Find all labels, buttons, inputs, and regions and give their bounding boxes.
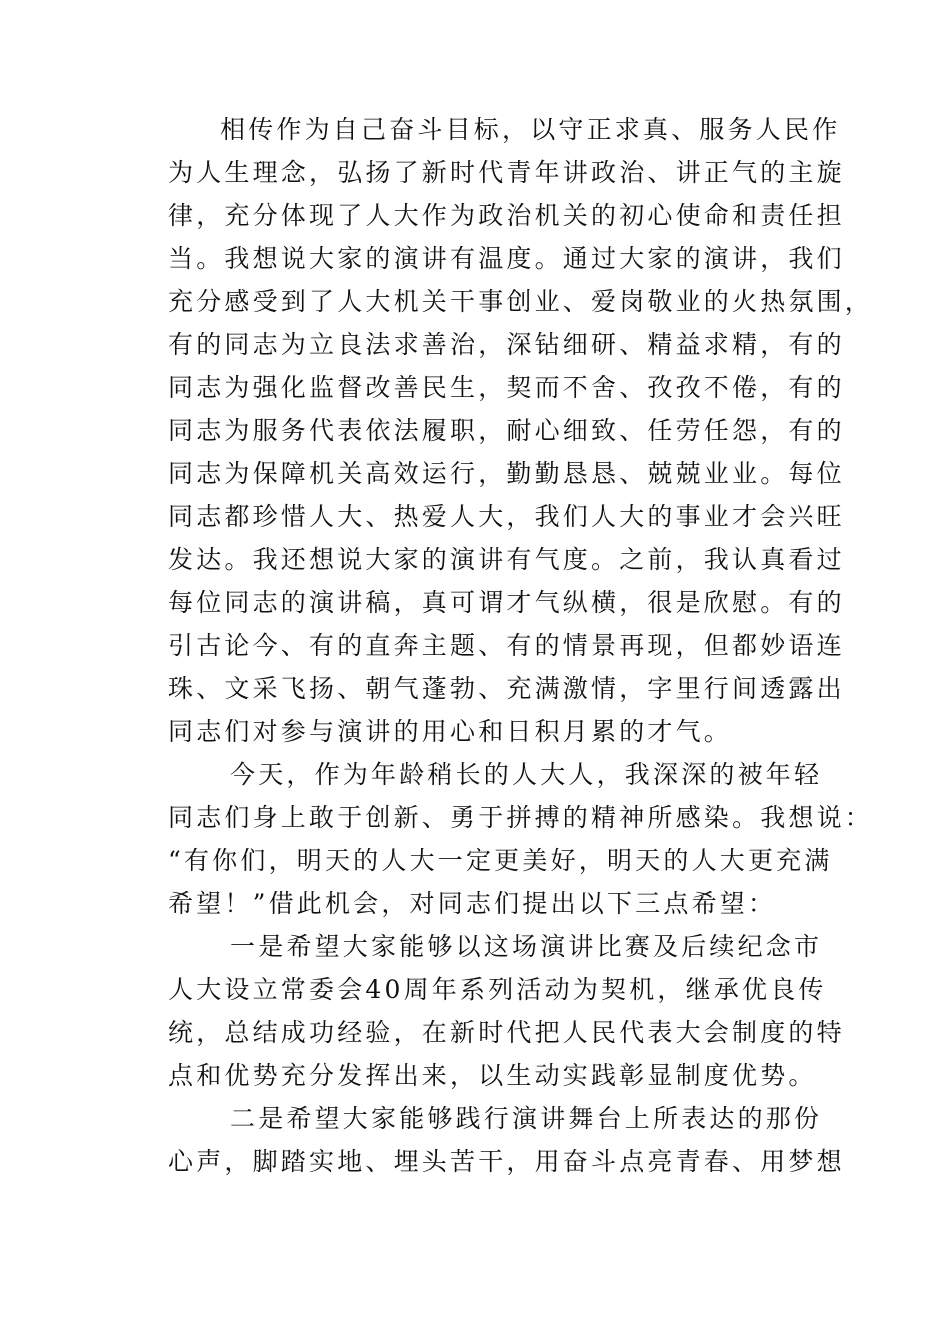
text-line: 同志为强化监督改善民生，契而不舍、孜孜不倦，有的 xyxy=(168,373,845,402)
text-line: 充分感受到了人大机关干事创业、爱岗敬业的火热氛围， xyxy=(168,287,874,316)
text-line: 同志为保障机关高效运行，勤勤恳恳、兢兢业业。每位 xyxy=(168,459,845,488)
text-line: 有的同志为立良法求善治，深钻细研、精益求精，有的 xyxy=(168,330,845,359)
text-line: 同志为服务代表依法履职，耐心细致、任劳任怨，有的 xyxy=(168,416,845,445)
paragraph-start-line: 今天，作为年龄稍长的人大人，我深深的被年轻 xyxy=(230,760,823,789)
text-line: 点和优势充分发挥出来，以生动实践彰显制度优势。 xyxy=(168,1061,817,1090)
text-line: 同志们对参与演讲的用心和日积月累的才气。 xyxy=(168,717,733,746)
text-line: 相传作为自己奋斗目标，以守正求真、服务人民作 xyxy=(220,115,841,144)
text-line: 心声，脚踏实地、埋头苦干，用奋斗点亮青春、用梦想 xyxy=(168,1147,845,1176)
text-line: 同志都珍惜人大、热爱人大，我们人大的事业才会兴旺 xyxy=(168,502,845,531)
paragraph-start-line: 一是希望大家能够以这场演讲比赛及后续纪念市 xyxy=(230,932,823,961)
text-line: 律，充分体现了人大作为政治机关的初心使命和责任担 xyxy=(168,201,845,230)
text-line: 引古论今、有的直奔主题、有的情景再现，但都妙语连 xyxy=(168,631,845,660)
text-line: 同志们身上敢于创新、勇于拼搏的精神所感染。我想说： xyxy=(168,803,874,832)
text-line: 当。我想说大家的演讲有温度。通过大家的演讲，我们 xyxy=(168,244,845,273)
text-line: 珠、文采飞扬、朝气蓬勃、充满激情，字里行间透露出 xyxy=(168,674,845,703)
body-text xyxy=(168,108,874,1183)
text-line: 为人生理念，弘扬了新时代青年讲政治、讲正气的主旋 xyxy=(168,158,845,187)
text-line: 希望！”借此机会，对同志们提出以下三点希望： xyxy=(168,889,777,918)
text-line: 每位同志的演讲稿，真可谓才气纵横，很是欣慰。有的 xyxy=(168,588,845,617)
text-line: 统，总结成功经验，在新时代把人民代表大会制度的特 xyxy=(168,1018,845,1047)
text-line: “有你们，明天的人大一定更美好，明天的人大更充满 xyxy=(168,846,833,875)
text-line: 人大设立常委会40周年系列活动为契机，继承优良传 xyxy=(168,975,827,1004)
paragraph-start-line: 二是希望大家能够践行演讲舞台上所表达的那份 xyxy=(230,1104,823,1133)
text-line: 发达。我还想说大家的演讲有气度。之前，我认真看过 xyxy=(168,545,845,574)
